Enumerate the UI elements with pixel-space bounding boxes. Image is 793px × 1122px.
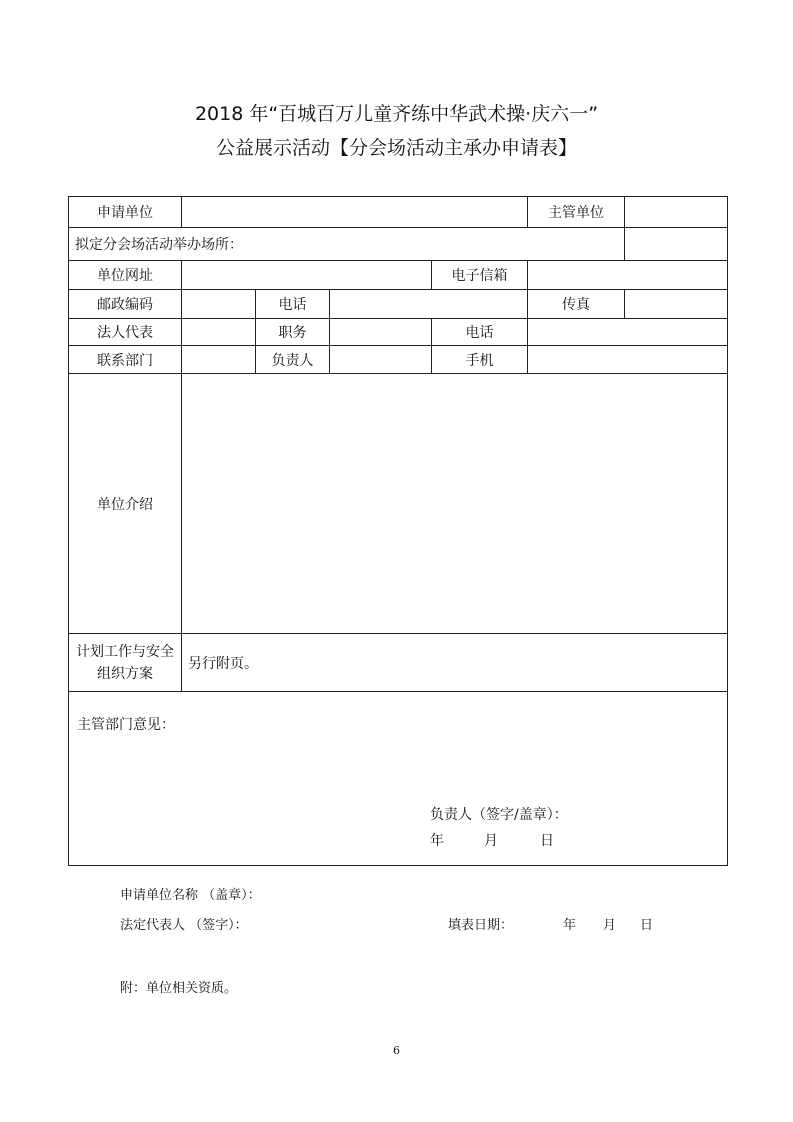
table-row (69, 261, 728, 290)
supervisor-opinion-cell[interactable] (69, 692, 728, 866)
table-row (69, 319, 728, 346)
approver-date-year: 年 (430, 833, 444, 849)
supervisor-unit-label: 主管单位 (528, 197, 625, 228)
table-row (69, 346, 728, 374)
phone-input[interactable] (330, 290, 528, 319)
fax-label: 传真 (528, 290, 625, 319)
venue-input[interactable] (625, 228, 728, 261)
email-label: 电子信箱 (432, 261, 528, 290)
table-row (69, 634, 728, 692)
legal-phone-input[interactable] (528, 319, 728, 346)
postcode-input[interactable] (182, 290, 256, 319)
page-number: 6 (393, 1044, 400, 1057)
mobile-input[interactable] (528, 346, 728, 374)
person-in-charge-input[interactable] (330, 346, 432, 374)
position-label: 职务 (256, 319, 330, 346)
applicant-unit-input[interactable] (182, 197, 528, 228)
approver-sign-label: 负责人（签字/盖章）： (430, 807, 568, 823)
legal-rep-label: 法人代表 (69, 319, 182, 346)
website-input[interactable] (182, 261, 432, 290)
table-row (69, 228, 728, 261)
fill-date-label: 填表日期： (448, 918, 514, 933)
legal-signature-label: 法定代表人 （签字）： (120, 918, 248, 933)
venue-label: 拟定分会场活动举办场所： (69, 228, 625, 261)
legal-rep-input[interactable] (182, 319, 256, 346)
plan-label: 计划工作与安全组织方案 (69, 634, 182, 692)
application-form-table (68, 196, 728, 866)
fill-date-year: 年 (563, 918, 577, 933)
supervisor-opinion-label: 主管部门意见： (77, 717, 175, 733)
email-input[interactable] (528, 261, 728, 290)
mobile-label: 手机 (432, 346, 528, 374)
table-row (69, 692, 728, 866)
legal-phone-label: 电话 (432, 319, 528, 346)
approver-date (430, 828, 568, 854)
person-in-charge-label: 负责人 (256, 346, 330, 374)
table-row (69, 197, 728, 228)
plan-value[interactable]: 另行附页。 (182, 634, 728, 692)
position-input[interactable] (330, 319, 432, 346)
website-label: 单位网址 (69, 261, 182, 290)
table-row (69, 374, 728, 634)
unit-intro-input[interactable] (182, 374, 728, 634)
applicant-unit-label: 申请单位 (69, 197, 182, 228)
form-title-line2: 公益展示活动【分会场活动主承办申请表】 (215, 137, 577, 159)
approver-date-month: 月 (484, 833, 498, 849)
attachment-note: 附：单位相关资质。 (120, 981, 238, 996)
phone-label: 电话 (256, 290, 330, 319)
applicant-name-label: 申请单位名称 （盖章）： (120, 888, 261, 903)
contact-dept-input[interactable] (182, 346, 256, 374)
contact-dept-label: 联系部门 (69, 346, 182, 374)
fax-input[interactable] (625, 290, 728, 319)
approver-date-day: 日 (540, 833, 554, 849)
approver-block (430, 802, 568, 854)
fill-date-day: 日 (640, 918, 654, 933)
supervisor-unit-input[interactable] (625, 197, 728, 228)
unit-intro-label: 单位介绍 (69, 374, 182, 634)
fill-date-month: 月 (603, 918, 617, 933)
table-row (69, 290, 728, 319)
form-title-line1: 2018 年“百城百万儿童齐练中华武术操·庆六一” (194, 103, 599, 125)
postcode-label: 邮政编码 (69, 290, 182, 319)
